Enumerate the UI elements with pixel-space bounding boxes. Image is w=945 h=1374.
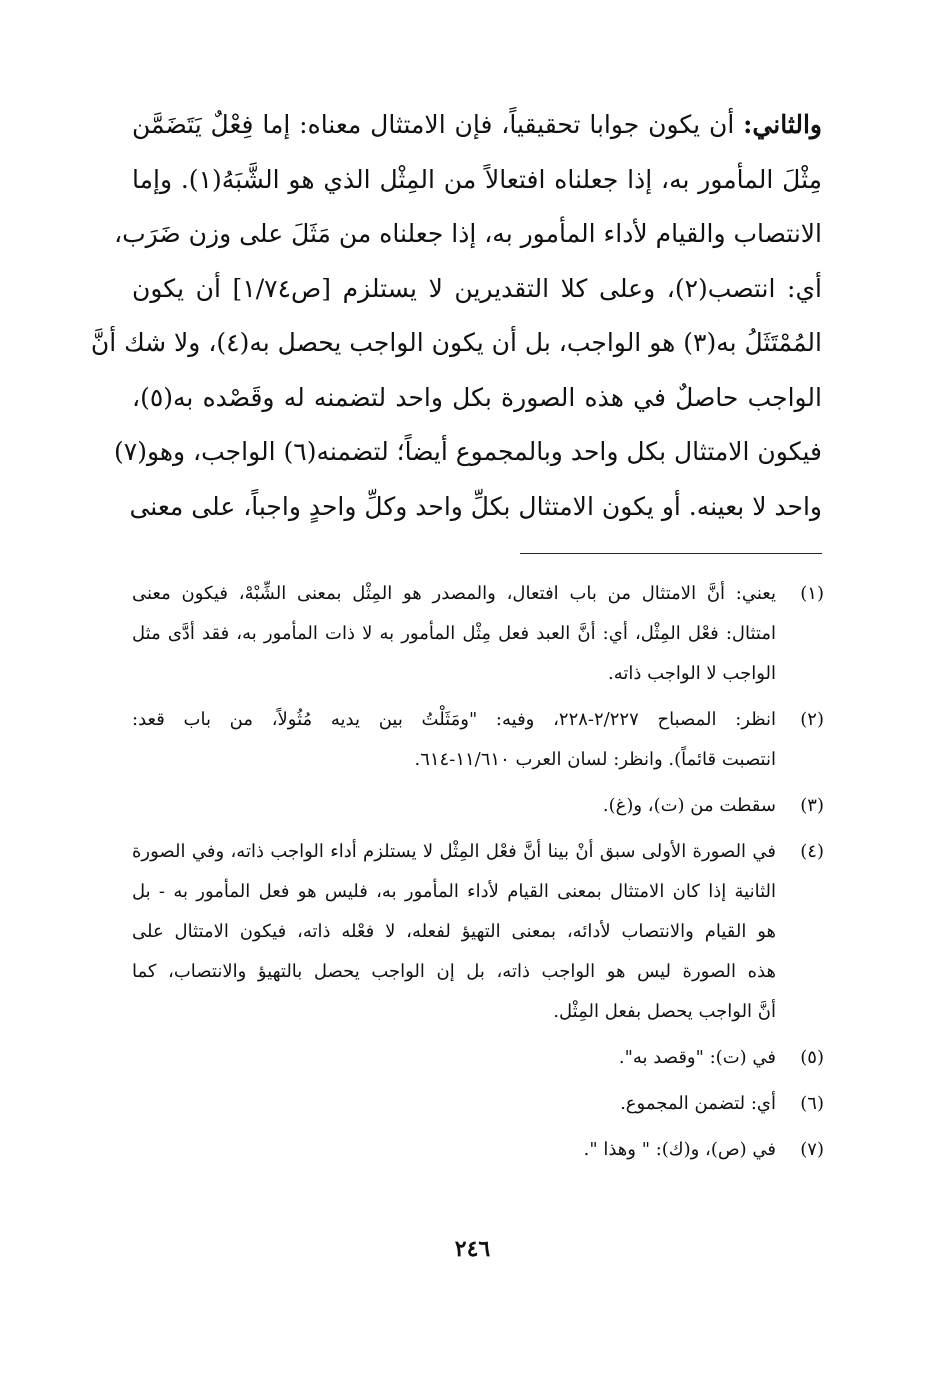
- main-line-3-text: الانتصاب والقيام لأداء المأمور به، إذا جعلناه من مَثَلَ على وزن ضَرَب،: [114, 219, 822, 248]
- footnote-line: سقطت من (ت)، و(غ).: [602, 795, 776, 816]
- main-line-5: [90, 316, 822, 371]
- footnote-number: (٥): [800, 1047, 824, 1068]
- main-line-7: [113, 425, 822, 480]
- footnote-line: يعني: أنَّ الامتثال من باب افتعال، والمصدر هو المِثْل بمعنى الشِّبْهْ، فيكون معنى: [132, 583, 776, 604]
- footnote-line: الواجب لا الواجب ذاته.: [607, 663, 776, 684]
- footnote-line: الثانية إذا كان الامتثال بمعنى القيام لأداء المأمور به، فليس هو فعل المأمور به - بل: [132, 881, 776, 902]
- main-line-8-text: واحد لا بعينه. أو يكون الامتثال بكلِّ واحد وكلِّ واحدٍ واجباً، على معنى: [129, 491, 822, 521]
- footnote-6: [132, 1084, 824, 1124]
- main-line-1-lead: والثاني:: [743, 110, 822, 139]
- main-line-2: [132, 153, 822, 208]
- footnote-divider: [520, 553, 822, 554]
- footnote-7: [132, 1130, 824, 1170]
- footnote-5: [132, 1038, 824, 1078]
- main-line-3: [114, 207, 822, 262]
- main-line-6-text: الواجب حاصلٌ في هذه الصورة بكل واحد لتضمنه له وقَصْده به(٥)،: [132, 382, 822, 412]
- footnote-line: امتثال: فعْل المِثْل، أي: أنَّ العبد فعل مِثْل المأمور به لا ذات المأمور به، فقد أدَّى مثل: [132, 623, 776, 644]
- footnote-number: (٢): [800, 709, 824, 730]
- footnote-number: (١): [800, 583, 824, 604]
- page-number: ٢٤٦: [454, 1236, 491, 1262]
- footnote-line: في الصورة الأولى سبق أنْ بينا أنَّ فعْل المِثْل لا يستلزم أداء الواجب ذاته، وفي الصورة: [132, 841, 776, 862]
- footnote-line: انظر: المصباح ٢/٢٢٧-٢٢٨، وفيه: "ومَثَلْتُ بين يديه مُثُولاً، من باب قعد:: [132, 709, 776, 730]
- footnote-line: هو القيام والانتصاب لأدائه، بمعنى التهيؤ لفعله، لا فعْله ذاته، فيكون الامتثال على: [132, 921, 776, 942]
- main-line-1-text: أن يكون جوابا تحقيقياً، فإن الامتثال معناه: إما فِعْلٌ يَتَضَمَّن: [132, 110, 744, 139]
- main-text: [90, 98, 822, 534]
- main-line-7-text: فيكون الامتثال بكل واحد وبالمجموع أيضاً؛ لتضمنه(٦) الواجب، وهو(٧): [113, 437, 822, 466]
- footnote-line: في (ت): "وقصد به".: [618, 1047, 776, 1068]
- footnote-2: [132, 700, 824, 780]
- footnote-number: (٦): [800, 1093, 824, 1114]
- footnotes: [132, 574, 824, 1176]
- main-line-1: [132, 98, 822, 153]
- footnote-line: أي: لتضمن المجموع.: [620, 1093, 776, 1114]
- footnote-line: هذه الصورة ليس هو الواجب ذاته، بل إن الواجب يحصل بالتهيؤ والانتصاب، كما: [132, 961, 776, 982]
- footnote-number: (٤): [800, 841, 824, 862]
- main-line-4-text: أي: انتصب(٢)، وعلى كلا التقديرين لا يستلزم [ص١/٧٤] أن يكون: [132, 273, 822, 303]
- footnote-number: (٧): [800, 1139, 824, 1160]
- main-line-2-text: مِثْلَ المأمور به، إذا جعلناه افتعالاً من المِثْل الذي هو الشَّبَهُ(١). وإما: [132, 164, 822, 194]
- footnote-line: في (ص)، و(ك): " وهذا ".: [583, 1139, 776, 1160]
- footnote-3: [132, 786, 824, 826]
- main-line-4: [132, 262, 822, 317]
- footnote-line: انتصبت قائماً). وانظر: لسان العرب ١١/٦١٠-٦١٤.: [414, 749, 776, 770]
- footnote-line: أنَّ الواجب يحصل بفعل المِثْل.: [553, 1001, 776, 1022]
- main-line-8: [129, 480, 822, 535]
- footnote-4: [132, 832, 824, 1032]
- main-line-5-text: المُمْتَثَلُ به(٣) هو الواجب، بل أن يكون الواجب يحصل به(٤)، ولا شك أنَّ: [90, 328, 822, 357]
- footnote-number: (٣): [800, 795, 824, 816]
- main-line-6: [132, 371, 822, 426]
- footnote-1: [132, 574, 824, 694]
